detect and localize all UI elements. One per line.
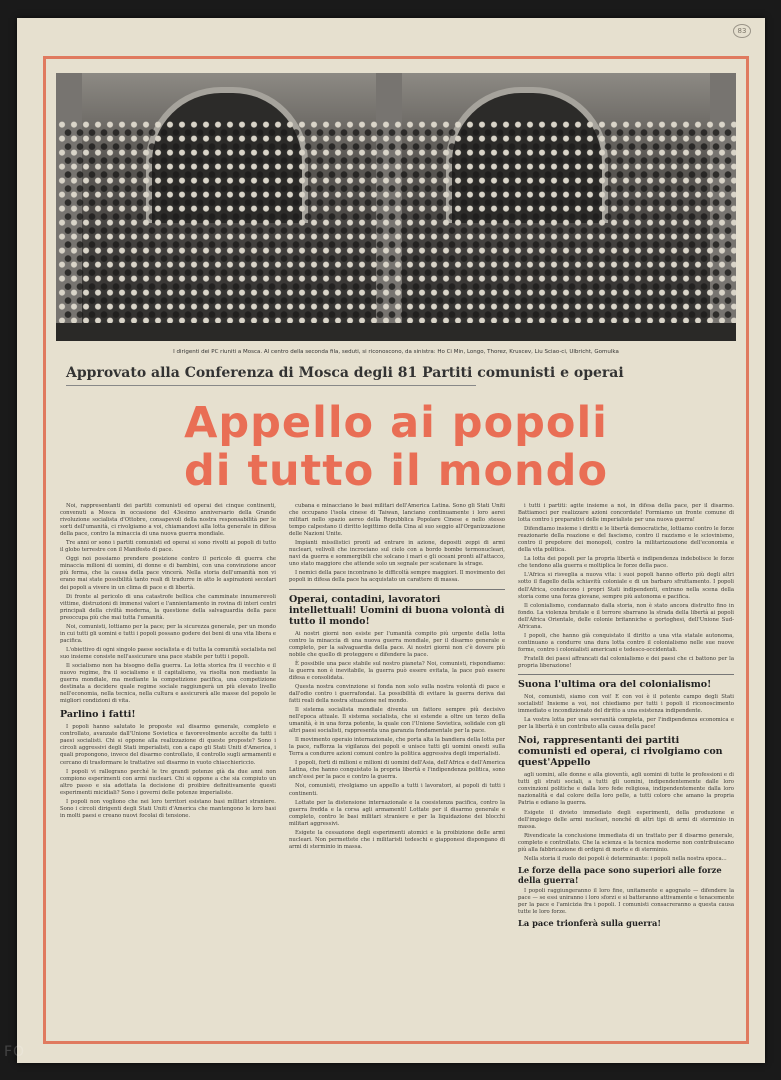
paragraph: I nemici della pace incontrano le difficoltà sempre maggiori. Il movimento dei popoli in difesa della pace ha acquistato un carattere di massa. xyxy=(289,570,505,584)
paragraph: Noi, comunisti, rivolgiamo un appello a tutti i lavoratori, ai popoli di tutti i continenti. xyxy=(289,783,505,797)
subheadline: Approvato alla Conferenza di Mosca degli 81 Partiti comunisti e operai xyxy=(66,365,624,381)
photo-crowd-faces xyxy=(56,119,736,341)
paragraph: Ai nostri giorni non esiste per l'umanità compito più urgente della lotta contro la minaccia di una nuova guerra mondiale, per il disarmo generale e completo, per la salvaguardia della pace. Ai nostri giorni non c'è dovere più nobile che quello di proteggere e difendere la pace. xyxy=(289,630,505,658)
section-heading: Noi, rappresentanti dei partiti comunisti ed operai, ci rivolgiamo con quest'Appello xyxy=(518,735,723,769)
paragraph: I popoli raggiungeranno il loro fine, unitamente e agognato — difendere la pace — se essi uniranno i loro sforzi e si batteranno attivamente e tenacemente per la pace e l'amicizia fra i popoli. I comunisti consacreranno a questa causa tutte le loro forze. xyxy=(518,887,734,915)
text-column-2 xyxy=(289,503,505,1033)
paragraph: Noi, comunisti, siamo con voi! E con voi è il potente campo degli Stati socialisti! Insieme a voi, noi chiediamo per tutti i popoli il riconoscimento immediato e incondizionato del diritto a una esistenza indipendente. xyxy=(518,694,734,715)
watermark: FO xyxy=(4,1044,26,1060)
photo-caption: I dirigenti dei PC riuniti a Mosca. Al centro della seconda fila, seduti, si riconoscono, da sinistra: Ho Ci Min, Longo, Thorez, Kruscev, Liu Sciao-ci, Ulbricht, Gomulka xyxy=(173,349,619,355)
paragraph: agli uomini, alle donne e alla gioventù, agli uomini di tutte le professioni e di tutti gli strati sociali, a tutti gli uomini, indipendentemente dalle loro convinzioni politiche e dalla loro fede religiosa, indipendentemente dalla loro nazionalità e dal colore della loro pelle, a tutti coloro che amano la propria Patria e odiano la guerra. xyxy=(518,772,734,807)
paragraph: Esigete la cessazione degli esperimenti atomici e la proibizione delle armi nucleari. Non permettete che i militaristi tedeschi e giapponesi dispongano di armi di sterminio in massa. xyxy=(289,829,505,850)
paragraph: I popoli, forti di milioni e milioni di uomini dell'Asia, dell'Africa e dell'America Latina, che hanno conquistato la propria libertà e l'indipendenza politica, sono anch'essi per la pace e contro la guerra. xyxy=(289,760,505,781)
paragraph: Esigete il divieto immediato degli esperimenti, della produzione e dell'impiego delle armi nucleari, nonché di altri tipi di armi di sterminio in massa. xyxy=(518,809,734,830)
paragraph: cubana e minacciano le basi militari dell'America Latina. Sono gli Stati Uniti che occupano l'isola cinese di Taiwan, lanciano continuamente i loro aerei militari nello spazio aereo della Repubblica Popolare Cinese e nello stesso tempo calpestano il diritto legittimo della Cina al suo seggio all'Organizzazione delle Nazioni Unite. xyxy=(289,503,505,538)
paragraph: La lotta dei popoli per la propria libertà e indipendenza indebolisce le forze che tendono alla guerra e moltiplica le forze della pace. xyxy=(518,556,734,570)
paragraph: I popoli vi rallegrano perché le tre grandi potenze già da due anni non compiono esperimenti con armi nucleari. Chi si oppone a che sia compiuto un altro passo e sia adottata la decisione di proibire definitivamente questi esperimenti micidiali? Sono i governi delle potenze imperialiste. xyxy=(60,768,276,796)
archive-stamp: 83 xyxy=(733,24,751,38)
paragraph: Il socialismo non ha bisogno della guerra. La lotta storica fra il vecchio e il nuovo regime, fra il socialismo e il capitalismo, va risolta non mediante la guerra mondiale, ma mediante la competizione pacifica, una competizione destinata a decidere quale regime sociale raggiungerà un più elevato livello nell'economia, nella tecnica, nella cultura e assicurerà alle masse del popolo le migliori condizioni di vita. xyxy=(60,662,276,705)
paragraph: I popoli, che hanno già conquistato il diritto a una vita statale autonoma, continuano a condurre una dura lotta contro il colonialismo nelle sue nuove forme, contro i colonialisti americani e tedesco-occidentali. xyxy=(518,632,734,653)
text-column-3 xyxy=(518,503,734,1033)
paragraph: Tre anni or sono i partiti comunisti ed operai si sono rivolti ai popoli di tutto il globo terrestre con il Manifesto di pace. xyxy=(60,540,276,554)
paragraph: Il sistema socialista mondiale diventa un fattore sempre più decisivo nell'epoca attuale. Il sistema socialista, che si estende a oltre un terzo della umanità, è in una forza potente, la quale con l'Unione Sovietica, solidale con gli altri paesi socialisti, rappresenta una garanzia fondamentale per la pace. xyxy=(289,706,505,735)
slogan-heading: Le forze della pace sono superiori alle forze della guerra! xyxy=(518,864,722,885)
paragraph: I popoli non vogliono che nei loro territori esistano basi militari straniere. Sono i circoli dirigenti degli Stati Uniti d'America che mantengono le loro basi in molti paesi e creano nuovi focolai di tensione. xyxy=(60,798,276,819)
paragraph: È possibile una pace stabile sul nostro pianeta? Noi, comunisti, rispondiamo: la guerra non è inevitabile, la guerra può essere evitata, la pace può essere difesa e consolidata. xyxy=(289,660,505,681)
paragraph: Impianti missilistici pronti ad entrare in azione, depositi zeppi di armi nucleari, velivoli che incrociano sul cielo con a bordo bombe termonucleari, navi da guerra e sommergibili che solcano i mari e gli oceani pronti all'attacco, uno stato maggiore che attende solo un segnale per scatenare la strage. xyxy=(289,540,505,568)
subheadline-rule xyxy=(66,385,476,386)
section-heading: Operai, contadini, lavoratori intellettuali! Uomini di buona volontà di tutto il mondo! xyxy=(289,593,505,627)
column-rule xyxy=(289,589,505,590)
paragraph: Oggi noi possiamo prendere posizione contro il pericolo di guerra che minaccia milioni di uomini, di donne e di bambini, con una convinzione ancor più ferma, che la causa della pace vincerà. Nella storia dell'umanità non vi erano mai state possibilità tanto reali di tradurre in atto le aspirazioni secolari dei popoli a vivere in un clima di pace e di libertà. xyxy=(60,556,276,591)
paragraph: Questa nostra convinzione si fonda non solo sulla nostra volontà di pace e dall'odio contro i guerrafondai. La possibilità di evitare la guerra deriva dai fatti reali della nostra situazione nel mondo. xyxy=(289,683,505,704)
main-headline xyxy=(46,399,746,495)
paragraph: Di fronte al pericolo di una catastrofe bellica che camminate innumerevoli vittime, distruzioni di immensi valori e l'annientamento in rovina di interi centri principali della civiltà moderna, la questione della salvaguardia della pace preoccupa più che mai tutta l'umanità. xyxy=(60,593,276,621)
paragraph: Noi, rappresentanti dei partiti comunisti ed operai dei cinque continenti, convenuti a Mosca in occasione del 43esimo anniversario della Grande rivoluzione socialista d'Ottobre, consapevoli della nostra responsabilità per le sorti dell'umanità, ci rivolgiamo a voi, chiamandovi alla lotta generale in difesa della pace, contro la minaccia di una nuova guerra mondiale. xyxy=(60,503,276,538)
headline-line-2: di tutto il mondo xyxy=(183,446,608,496)
paragraph: L'obiettivo di ogni singolo paese socialista e di tutta la comunità socialista nel suo insieme consiste nell'assicurare una pace stabile per tutti i popoli. xyxy=(60,646,276,660)
paragraph: Rivendicate la conclusione immediata di un trattato per il disarmo generale, completo e controllato. Che la scienza e la tecnica moderne non contribuiscano più alla fabbricazione di ordigni di morte e di sterminio. xyxy=(518,832,734,853)
paragraph: Fratelli dei paesi affrancati dal colonialismo e dei paesi che ci battono per la propria liberazione! xyxy=(518,655,734,669)
paragraph: Difendiamo insieme i diritti e le libertà democratiche, lottiamo contro le forze reazionarie della reazione e del fascismo, contro il razzismo e le sciovinismo, contro il prepotere dei monopoli, contro la militarizzazione dell'economia e della vita politica. xyxy=(518,526,734,554)
paragraph: i tutti i partiti: agite insieme a noi, in difesa della pace, per il disarmo. Battiamoci per realizzare azioni concordate! Formiamo un fronte comune di lotta contro i preparativi delle imperialiste per una nuova guerra! xyxy=(518,503,734,524)
paragraph: I popoli hanno salutato le proposte sul disarmo generale, completo e controllato, avanzate dall'Unione Sovietica e favorevolmente accolte da tutti i paesi socialisti. Chi si oppone alla realizzazione di queste proposte? Sono i circoli aggressivi degli Stati imperialisti, con a capo gli Stati Uniti d'America, i quali propongono, invece del disarmo controllato, il controllo sugli armamenti e cercano di trasformare le trattative sul disarmo in vuoto chiacchiericcio. xyxy=(60,724,276,766)
paragraph: Noi, comunisti, lottiamo per la pace; per la sicurezza generale, per un mondo in cui tutti gli uomini e tutti i popoli possano godere dei beni di una vita libera e pacifica. xyxy=(60,623,276,644)
photo-floor xyxy=(56,323,736,341)
paragraph: Il colonialismo, condannato dalla storia, non è stato ancora distrutto fino in fondo. La violenza brutale e il terrore sbarrano la strada della libertà ai popoli dell'Africa Orientale, delle colonie britanniche e portoghesi, dell'Unione Sud-Africana. xyxy=(518,602,734,630)
paragraph: Nella storia il ruolo dei popoli è determinante: i popoli nella nostra epoca... xyxy=(524,855,727,862)
delegates-photo xyxy=(56,73,736,341)
section-heading: Parlino i fatti! xyxy=(60,709,136,721)
newspaper-sheet xyxy=(17,18,765,1063)
red-border-frame xyxy=(43,56,749,1044)
closing-slogan: La pace trionferà sulla guerra! xyxy=(518,918,662,929)
paragraph: La vostra lotta per una sovranità completa, per l'indipendenza economica e per la libertà è un contributo alla causa della pace! xyxy=(518,717,734,731)
headline-line-1: Appello ai popoli xyxy=(184,398,608,448)
paragraph: Lottate per la distensione internazionale e la coesistenza pacifica, contro la guerra fredda e la corsa agli armamenti! Lottate per il disarmo generale e completo, contro le basi militari straniere e per la liquidazione dei blocchi militari aggressivi. xyxy=(289,799,505,827)
paragraph: Il movimento operaio internazionale, che porta alta la bandiera della lotta per la pace, rafforza la vigilanza dei popoli e unisce tutti gli uomini onesti sulla Terra a condurre azioni comuni contro la politica aggressiva degli imperialisti. xyxy=(289,737,505,758)
section-heading: Suona l'ultima ora del colonialismo! xyxy=(518,679,712,691)
column-rule xyxy=(518,674,734,675)
paragraph: L'Africa si risveglia a nuova vita: i suoi popoli hanno offerto più degli altri sotto il flagello della schiavitù coloniale e di un barbaro sfruttamento. I popoli dell'Africa, conducono i propri Stati indipendenti, entrano nella scena della storia come una forza giovane, sempre più autonoma e pacifica. xyxy=(518,572,734,600)
text-column-1 xyxy=(60,503,276,1033)
